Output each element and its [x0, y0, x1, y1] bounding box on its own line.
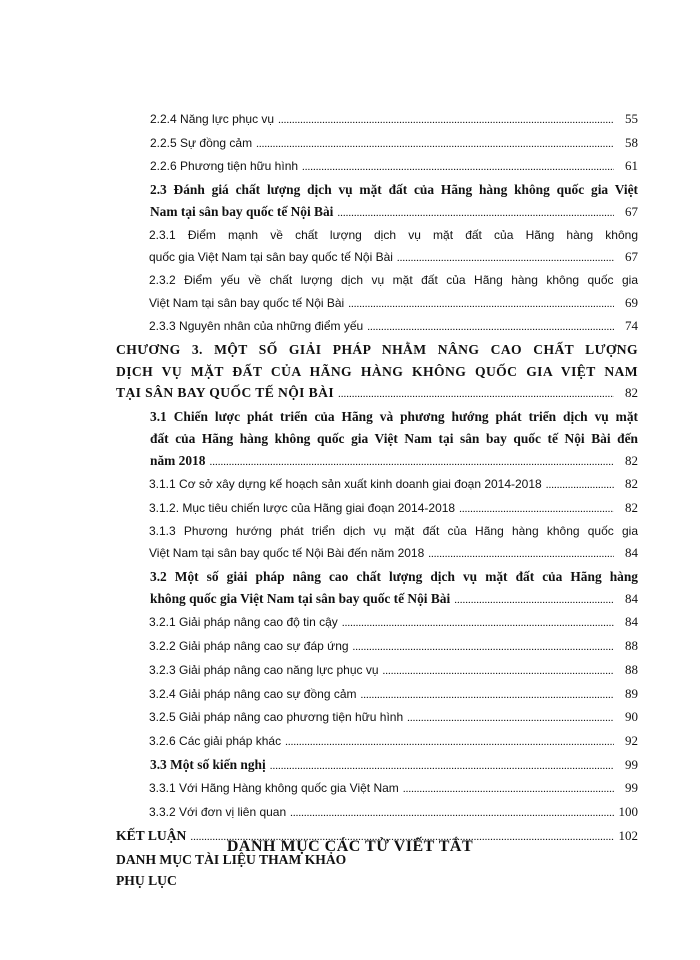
toc-entry-text: 3.2.5 Giải pháp nâng cao phương tiện hữu hình — [149, 710, 404, 725]
toc-leader-dots — [397, 248, 614, 270]
toc-page-number: 55 — [625, 111, 638, 126]
toc-entry-text: 3.1.2. Mục tiêu chiến lược của Hãng giai đoạn 2014-2018 — [149, 500, 456, 515]
toc-entry[interactable] — [116, 155, 638, 179]
toc-entry-text: 3.2.1 Giải pháp nâng cao độ tin cậy — [149, 615, 338, 630]
toc-entry[interactable] — [116, 270, 638, 315]
toc-leader-dots — [428, 544, 614, 566]
toc-page-number: 99 — [625, 756, 638, 772]
toc-leader-dots — [367, 317, 614, 339]
toc-page-number: 88 — [625, 661, 638, 677]
toc-entry-text: 2.3.2 Điểm yếu về chất lượng dịch vụ mặt đất của Hãng hàng không quốc gia — [149, 272, 638, 287]
toc-leader-dots — [407, 708, 614, 730]
toc-entry[interactable] — [116, 108, 638, 132]
toc-entry[interactable] — [116, 659, 638, 683]
toc-page-number: 67 — [625, 203, 638, 219]
toc-entry[interactable] — [116, 730, 638, 754]
toc-leader-dots — [361, 685, 614, 707]
toc-entry-appendix[interactable] — [116, 870, 638, 892]
toc-entry[interactable] — [116, 225, 638, 270]
toc-leader-dots — [209, 452, 614, 474]
toc-entry[interactable] — [116, 315, 638, 339]
toc-entry-text: năm 2018 — [150, 452, 206, 468]
toc-entry-text: 3.2.6 Các giải pháp khác — [149, 733, 282, 748]
toc-leader-dots — [337, 203, 614, 225]
toc-page-number: 84 — [625, 590, 638, 606]
toc-entry-text: PHỤ LỤC — [116, 873, 177, 889]
toc-leader-dots — [403, 779, 614, 801]
toc-entry-text: 2.3.1 Điểm mạnh về chất lượng dịch vụ mặt đất của Hãng hàng không — [149, 227, 638, 242]
toc-entry-text: TẠI SÂN BAY QUỐC TẾ NỘI BÀI — [116, 385, 335, 401]
toc-entry-text: 3.1.3 Phương hướng phát triển dịch vụ mặt đất của Hãng hàng không quốc gia — [149, 523, 638, 538]
toc-entry[interactable] — [116, 611, 638, 635]
toc-leader-dots — [338, 384, 614, 406]
toc-entry-text: 3.2.2 Giải pháp nâng cao sự đáp ứng — [149, 639, 349, 654]
section-heading: DANH MỤC CÁC TỪ VIẾT TẮT — [226, 838, 474, 855]
toc-leader-dots — [348, 294, 614, 316]
toc-leader-dots — [256, 134, 614, 156]
toc-entry-text: CHƯƠNG 3. MỘT SỐ GIẢI PHÁP NHẰM NÂNG CAO CHẤT LƯỢNG — [116, 342, 638, 358]
toc-leader-dots — [285, 732, 614, 754]
toc-page-number: 89 — [625, 685, 638, 701]
toc-entry-text: 2.3.3 Nguyên nhân của những điểm yếu — [149, 319, 364, 334]
toc-page-number: 58 — [625, 134, 638, 150]
toc-entry-text: 3.3 Một số kiến nghị — [150, 756, 266, 772]
toc-entry[interactable] — [116, 635, 638, 659]
toc-entry-text: 3.3.2 Với đơn vị liên quan — [149, 805, 287, 820]
toc-entry-text: đất của Hãng hàng không quốc gia Việt Nam tại sân bay quốc tế Nội Bài đến — [150, 430, 638, 446]
toc-entry-text: 3.2 Một số giải pháp nâng cao chất lượng dịch vụ mặt đất của Hãng hàng — [150, 569, 638, 585]
toc-leader-dots — [383, 661, 614, 683]
toc-page-number: 67 — [625, 249, 638, 265]
toc-page-number: 84 — [625, 614, 638, 630]
toc-entry-text: 2.2.5 Sự đồng cảm — [150, 135, 253, 150]
toc-page-number: 84 — [625, 545, 638, 561]
toc-page-number: 74 — [625, 318, 638, 334]
toc-entry-text: 3.2.4 Giải pháp nâng cao sự đồng cảm — [149, 686, 357, 701]
toc-entry-text: không quốc gia Việt Nam tại sân bay quốc tế Nội Bài — [150, 590, 451, 606]
toc-page-number: 99 — [625, 780, 638, 796]
toc-page-number: 88 — [625, 638, 638, 654]
toc-entry-section[interactable] — [116, 406, 638, 473]
toc-entry[interactable] — [116, 683, 638, 707]
toc-entry[interactable] — [116, 706, 638, 730]
toc-page-number: 90 — [625, 709, 638, 725]
toc-entry-chapter[interactable] — [116, 339, 638, 406]
toc-entry-text: 3.1 Chiến lược phát triển của Hãng và phương hướng phát triển dịch vụ mặt — [150, 409, 638, 425]
toc-page-number: 92 — [625, 732, 638, 748]
table-of-contents — [116, 108, 638, 892]
toc-page-number: 61 — [625, 158, 638, 174]
toc-entry-section[interactable] — [116, 754, 638, 778]
toc-entry-text: Việt Nam tại sân bay quốc tế Nội Bài — [149, 295, 345, 310]
toc-page-number: 82 — [625, 476, 638, 492]
toc-entry-text: 3.2.3 Giải pháp nâng cao năng lực phục vụ — [149, 662, 379, 677]
toc-leader-dots — [290, 803, 614, 825]
toc-entry-text: 3.3.1 Với Hãng Hàng không quốc gia Việt Nam — [149, 781, 399, 796]
toc-page-number: 69 — [625, 294, 638, 310]
toc-entry-text: DANH MỤC TÀI LIỆU THAM KHẢO — [116, 851, 347, 867]
toc-page-number: 100 — [618, 804, 638, 820]
toc-entry-text: Nam tại sân bay quốc tế Nội Bài — [150, 203, 334, 219]
toc-entry-text: 3.1.1 Cơ sở xây dựng kế hoạch sản xuất kinh doanh giai đoạn 2014-2018 — [149, 477, 542, 492]
toc-leader-dots — [353, 637, 614, 659]
toc-leader-dots — [546, 475, 614, 497]
toc-entry-text: 2.2.6 Phương tiện hữu hình — [150, 159, 299, 174]
toc-page-number: 82 — [625, 452, 638, 468]
toc-leader-dots — [459, 499, 614, 521]
toc-leader-dots — [342, 613, 614, 635]
toc-page-number: 102 — [618, 827, 638, 843]
toc-entry-text: 2.2.4 Năng lực phục vụ — [150, 112, 275, 126]
toc-entry-section[interactable] — [116, 179, 638, 224]
toc-leader-dots — [302, 157, 614, 179]
toc-leader-dots — [278, 110, 614, 132]
toc-leader-dots — [270, 756, 614, 778]
toc-entry-text: KẾT LUẬN — [116, 827, 187, 843]
toc-leader-dots — [454, 590, 614, 612]
toc-entry-text: DỊCH VỤ MẶT ĐẤT CỦA HÃNG HÀNG KHÔNG QUỐC GIA VIỆT NAM — [116, 363, 638, 379]
toc-page-number: 82 — [625, 385, 638, 401]
toc-entry[interactable] — [116, 521, 638, 566]
toc-entry-text: quốc gia Việt Nam tại sân bay quốc tế Nội Bài — [149, 250, 393, 265]
toc-entry[interactable] — [116, 801, 638, 825]
toc-entry[interactable] — [116, 497, 638, 521]
toc-entry-text: 2.3 Đánh giá chất lượng dịch vụ mặt đất của Hãng hàng không quốc gia Việt — [150, 182, 638, 198]
toc-entry[interactable] — [116, 777, 638, 801]
toc-entry[interactable] — [116, 473, 638, 497]
toc-page-number: 82 — [625, 499, 638, 515]
toc-entry-section[interactable] — [116, 566, 638, 611]
toc-entry-text: Việt Nam tại sân bay quốc tế Nội Bài đến năm 2018 — [149, 546, 425, 561]
toc-entry[interactable] — [116, 132, 638, 156]
